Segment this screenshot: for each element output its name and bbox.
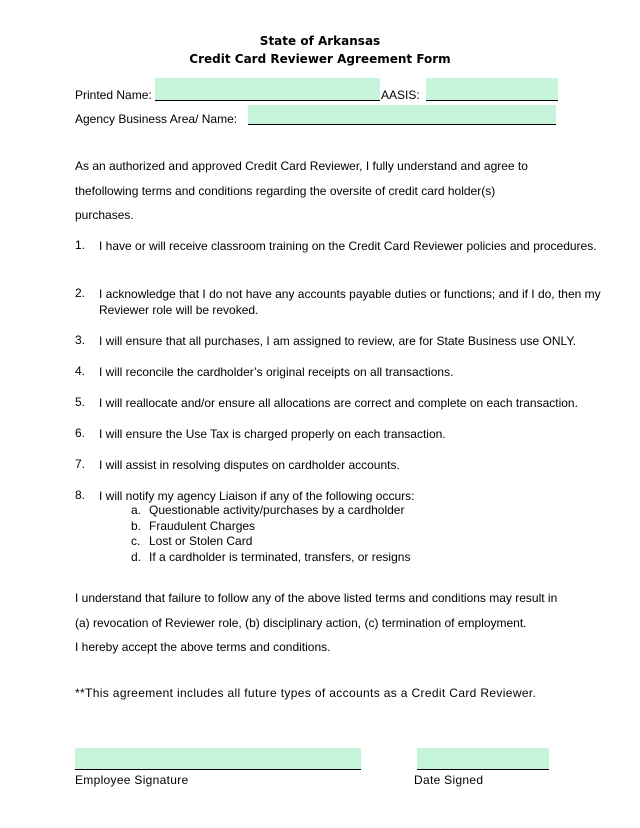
agreement-note: **This agreement includes all future types of accounts as a Credit Card Reviewer.: [75, 686, 537, 700]
employee-signature-field[interactable]: [75, 748, 361, 770]
item-text: I will reconcile the cardholder’s original receipts on all transactions.: [99, 365, 454, 379]
item-number: 7.: [75, 457, 86, 471]
sub-item-text: If a cardholder is terminated, transfers, or resigns: [149, 549, 411, 564]
printed-name-field[interactable]: [155, 78, 380, 101]
intro-line: As an authorized and approved Credit Card Reviewer, I fully understand and agree to: [75, 159, 528, 173]
item-text: I have or will receive classroom training on the Credit Card Reviewer policies and procedures.: [99, 239, 597, 253]
item-text: I acknowledge that I do not have any accounts payable duties or functions; and if I do, then my Reviewer role will be revoked.: [99, 287, 601, 317]
item-text: I will notify my agency Liaison if any of the following occurs:: [99, 489, 415, 503]
item-text: I will ensure the Use Tax is charged properly on each transaction.: [99, 427, 446, 441]
sub-item-text: Questionable activity/purchases by a cardholder: [149, 503, 405, 517]
aasis-field[interactable]: [426, 78, 558, 101]
sub-item-list: [131, 503, 410, 565]
sub-item-letter: d.: [131, 549, 142, 564]
intro-paragraph: [75, 154, 595, 228]
item-text: I will reallocate and/or ensure all allocations are correct and complete on each transaction.: [99, 396, 578, 410]
date-signed-label: Date Signed: [414, 773, 484, 787]
intro-line: thefollowing terms and conditions regarding the oversite of credit card holder(s): [75, 183, 496, 198]
item-number: 6.: [75, 426, 86, 440]
agency-label: Agency Business Area/ Name:: [75, 112, 238, 126]
item-number: 8.: [75, 488, 86, 502]
item-number: 3.: [75, 333, 86, 347]
intro-line: purchases.: [75, 208, 134, 222]
sub-item: [131, 534, 410, 550]
aasis-label: AASIS:: [381, 88, 420, 102]
item-text: I will assist in resolving disputes on cardholder accounts.: [99, 458, 400, 472]
form-title: Credit Card Reviewer Agreement Form: [189, 52, 451, 66]
item-number: 1.: [75, 238, 86, 252]
item-text: I will ensure that all purchases, I am assigned to review, are for State Business use ONLY.: [99, 334, 577, 348]
item-number: 2.: [75, 286, 86, 300]
sub-item-letter: b.: [131, 518, 142, 533]
agency-field[interactable]: [248, 105, 556, 125]
date-signed-field[interactable]: [417, 748, 549, 770]
sub-item: [131, 519, 410, 535]
sub-item-letter: c.: [131, 534, 141, 548]
sub-item: [131, 550, 410, 566]
sub-item-letter: a.: [131, 503, 142, 517]
closing-line: (a) revocation of Reviewer role, (b) disciplinary action, (c) termination of employment.: [75, 615, 527, 630]
sub-item-text: Fraudulent Charges: [149, 518, 256, 533]
closing-line: I understand that failure to follow any of the above listed terms and conditions may result in: [75, 591, 558, 605]
item-number: 5.: [75, 395, 86, 409]
printed-name-label: Printed Name:: [75, 88, 152, 102]
item-number: 4.: [75, 364, 86, 378]
state-heading: State of Arkansas: [259, 34, 381, 48]
sub-item-text: Lost or Stolen Card: [149, 534, 253, 548]
closing-paragraph: [75, 586, 615, 660]
closing-line: I hereby accept the above terms and conditions.: [75, 640, 331, 654]
sub-item: [131, 503, 410, 519]
employee-signature-label: Employee Signature: [75, 773, 189, 787]
